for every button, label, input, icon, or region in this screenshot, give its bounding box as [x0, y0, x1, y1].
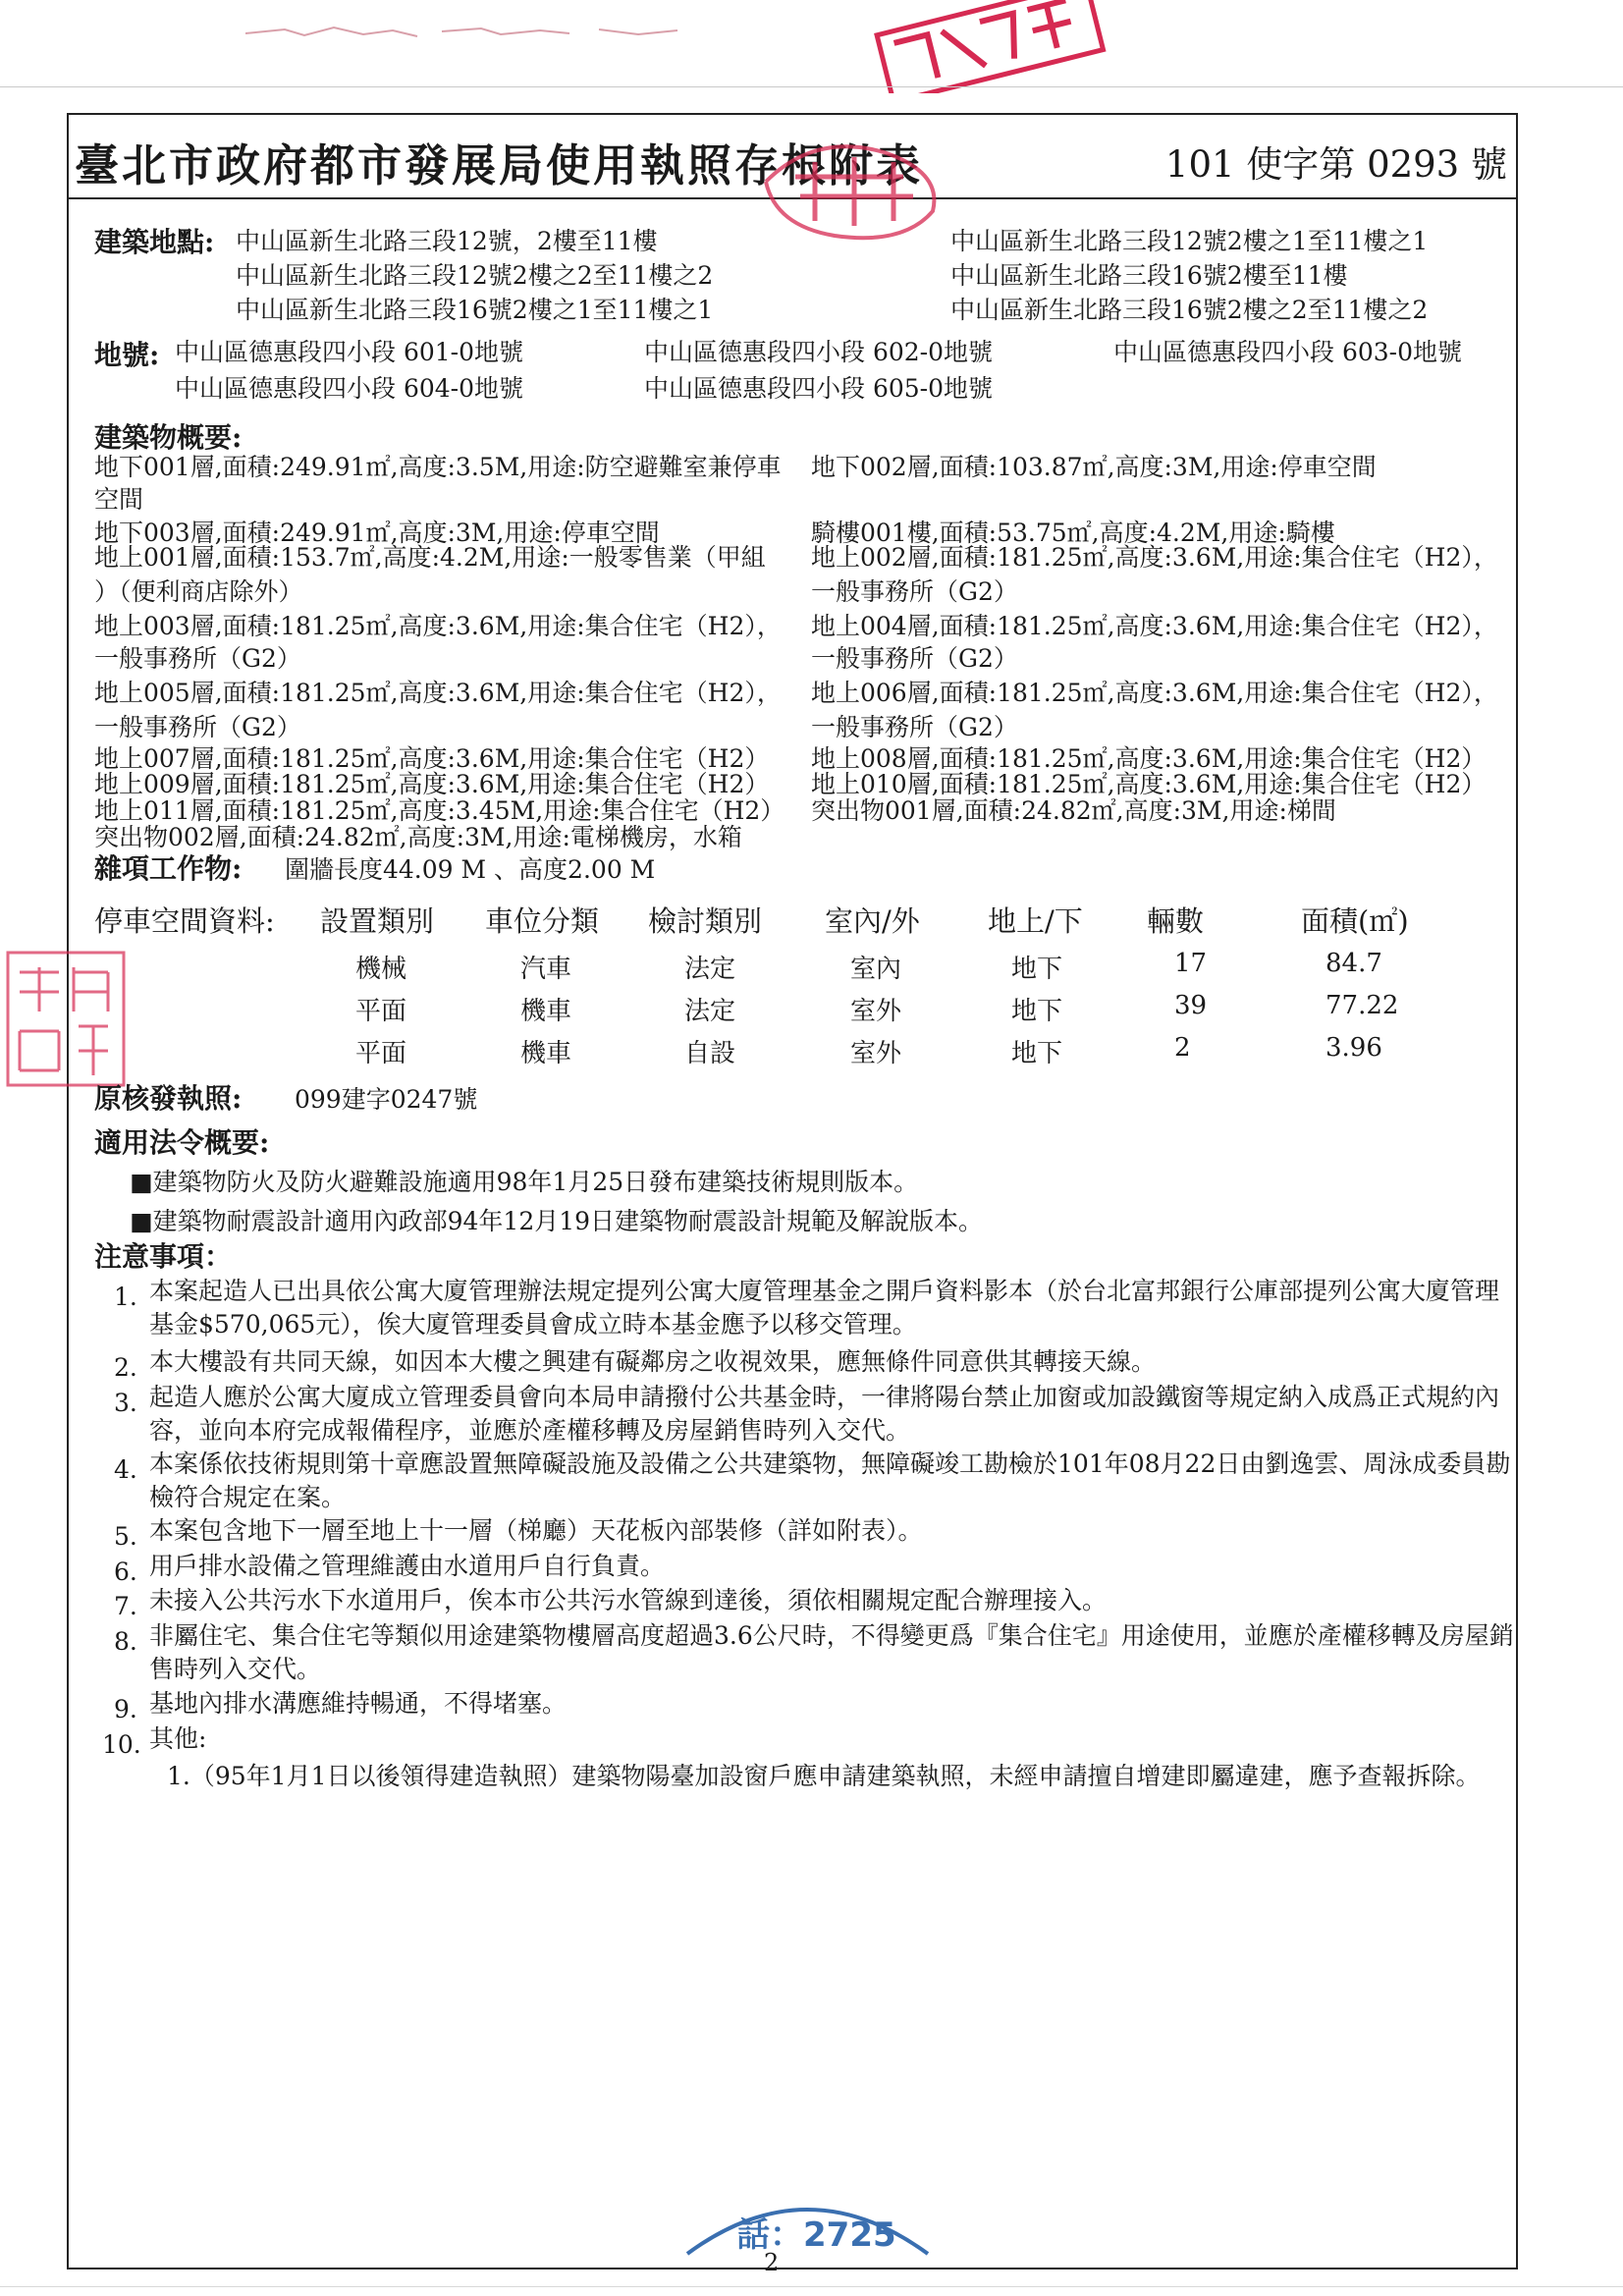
note-number: 9. [114, 1695, 137, 1723]
parking-cell: 17 [1174, 949, 1208, 978]
parking-cell: 室外 [850, 997, 902, 1026]
red-seal-stamp-left [0, 943, 133, 1095]
site-address-2: 中山區新生北路三段12號2樓之1至11樓之1 [950, 227, 1429, 255]
parking-cell: 地下 [1011, 1039, 1063, 1068]
law-item: ■建築物防火及防火避難設施適用98年1月25日發布建築技術規則版本。 [130, 1168, 919, 1196]
page-bottom-rule [0, 2286, 1623, 2287]
red-seal-stamp-title [756, 123, 952, 250]
page-top-rule [0, 86, 1623, 87]
parking-cell: 自設 [684, 1039, 736, 1068]
note-number: 4. [114, 1455, 137, 1484]
note-number: 7. [114, 1592, 137, 1620]
parking-cell: 77.22 [1325, 991, 1399, 1020]
parking-cell: 室內 [850, 955, 902, 984]
parking-cell: 汽車 [520, 955, 572, 984]
original-permit-label: 原核發執照: [94, 1082, 243, 1115]
permit-number: 101 使字第 0293 號 [1164, 143, 1507, 186]
parking-cell: 機車 [520, 1039, 572, 1068]
red-seal-stamp-top [864, 0, 1119, 93]
parking-cell: 法定 [684, 955, 736, 984]
site-address-5: 中山區新生北路三段16號2樓之1至11樓之1 [236, 296, 714, 324]
building-line: 一般事務所（G2） [811, 713, 1018, 741]
notes-label: 注意事項： [94, 1240, 233, 1273]
parking-header: 設置類別 [320, 904, 435, 938]
parking-cell: 平面 [355, 997, 407, 1026]
parking-cell: 地下 [1011, 997, 1063, 1026]
parking-header: 地上/下 [988, 904, 1083, 938]
lot-item-4: 中山區德惠段四小段 604-0地號 [175, 374, 524, 403]
note-text: 基地內排水溝應維持暢通，不得堵塞。 [149, 1689, 568, 1718]
note-number: 2. [114, 1353, 137, 1382]
note-sub-item: 1.（95年1月1日以後領得建造執照）建築物陽臺加設窗戶應申請建築執照，未經申請擅自增建即屬違建，應予查報拆除。 [167, 1762, 1481, 1790]
misc-works-label: 雜項工作物: [94, 852, 243, 885]
parking-header: 車位分類 [485, 904, 600, 938]
building-line: 突出物002層,面積:24.82㎡,高度:3M,用途:電梯機房，水箱 [94, 823, 742, 851]
parking-cell: 2 [1174, 1033, 1191, 1063]
note-text: 本大樓設有共同天線，如因本大樓之興建有礙鄰房之收視效果，應無條件同意供其轉接天線。 [149, 1347, 1157, 1376]
building-line: 一般事務所（G2） [94, 713, 301, 741]
building-line: 地上001層,面積:153.7㎡,高度:4.2M,用途:一般零售業（甲組 [94, 543, 766, 572]
building-line: 一般事務所（G2） [94, 644, 301, 673]
parking-cell: 84.7 [1325, 949, 1382, 978]
building-line: 一般事務所（G2） [811, 577, 1018, 606]
parking-header: 室內/外 [825, 904, 920, 938]
document-title: 臺北市政府都市發展局使用執照存根附表 [75, 139, 924, 191]
building-label: 建築物概要: [94, 421, 243, 454]
parking-label: 停車空間資料: [94, 904, 275, 938]
parking-cell: 平面 [355, 1039, 407, 1068]
laws-label: 適用法令概要: [94, 1126, 270, 1159]
parking-cell: 3.96 [1325, 1033, 1382, 1063]
building-line: 地上004層,面積:181.25㎡,高度:3.6M,用途:集合住宅（H2）， [811, 612, 1498, 640]
site-address-3: 中山區新生北路三段12號2樓之2至11樓之2 [236, 261, 714, 290]
note-number: 5. [114, 1522, 137, 1551]
note-number: 6. [114, 1558, 137, 1586]
note-text: 非屬住宅、集合住宅等類似用途建築物樓層高度超過3.6公尺時，不得變更爲『集合住宅』用途使用，並應於產權移轉及房屋銷售時列入交代。 [149, 1621, 1514, 1683]
site-label: 建築地點: [94, 226, 215, 258]
note-text: 其他: [149, 1724, 207, 1753]
note-text: 起造人應於公寓大廈成立管理委員會向本局申請撥付公共基金時，一律將陽台禁止加窗或加設鐵窗等規定納入成爲正式規約內容，並向本府完成報備程序，並應於產權移轉及房屋銷售時列入交代。 [149, 1383, 1500, 1445]
parking-cell: 機械 [355, 955, 407, 984]
building-line: 地上003層,面積:181.25㎡,高度:3.6M,用途:集合住宅（H2）， [94, 612, 782, 640]
parking-cell: 室外 [850, 1039, 902, 1068]
note-text: 用戶排水設備之管理維護由水道用戶自行負責。 [149, 1552, 666, 1580]
lot-item-3: 中山區德惠段四小段 603-0地號 [1113, 338, 1463, 366]
building-line: 地下003層,面積:249.91㎡,高度:3M,用途:停車空間 [94, 519, 660, 547]
top-faint-scribble [245, 22, 697, 41]
note-text: 本案包含地下一層至地上十一層（梯廳）天花板內部裝修（詳如附表）。 [149, 1516, 923, 1545]
building-line: 騎樓001樓,面積:53.75㎡,高度:4.2M,用途:騎樓 [811, 519, 1335, 547]
site-address-1: 中山區新生北路三段12號，2樓至11樓 [236, 227, 658, 255]
lot-item-5: 中山區德惠段四小段 605-0地號 [644, 374, 994, 403]
building-line: 地上002層,面積:181.25㎡,高度:3.6M,用途:集合住宅（H2）， [811, 543, 1498, 572]
building-line: 地上011層,面積:181.25㎡,高度:3.45M,用途:集合住宅（H2） [94, 796, 785, 825]
lot-item-2: 中山區德惠段四小段 602-0地號 [644, 338, 994, 366]
building-line: ）（便利商店除外） [94, 577, 303, 606]
site-address-6: 中山區新生北路三段16號2樓之2至11樓之2 [950, 296, 1429, 324]
parking-header: 面積(㎡) [1301, 904, 1409, 938]
blue-phone-stamp [677, 2185, 938, 2278]
law-item: ■建築物耐震設計適用內政部94年12月19日建築物耐震設計規範及解說版本。 [130, 1207, 984, 1235]
note-number: 8. [114, 1627, 137, 1656]
parking-cell: 39 [1174, 991, 1208, 1020]
site-address-4: 中山區新生北路三段16號2樓至11樓 [950, 261, 1348, 290]
building-line: 地上009層,面積:181.25㎡,高度:3.6M,用途:集合住宅（H2） [94, 770, 770, 798]
stamp-phone-text: 話：2725 [736, 2215, 896, 2255]
building-line: 地上005層,面積:181.25㎡,高度:3.6M,用途:集合住宅（H2）， [94, 679, 782, 707]
building-line: 地上007層,面積:181.25㎡,高度:3.6M,用途:集合住宅（H2） [94, 744, 770, 773]
parking-header: 輛數 [1147, 904, 1205, 938]
misc-works-value: 圍牆長度44.09 M 、高度2.00 M [285, 855, 656, 884]
building-line: 一般事務所（G2） [811, 644, 1018, 673]
building-line: 突出物001層,面積:24.82㎡,高度:3M,用途:梯間 [811, 796, 1336, 825]
building-line: 地上006層,面積:181.25㎡,高度:3.6M,用途:集合住宅（H2）， [811, 679, 1498, 707]
lot-label: 地號: [94, 339, 160, 371]
building-line: 地下002層,面積:103.87㎡,高度:3M,用途:停車空間 [811, 453, 1377, 481]
lot-item-1: 中山區德惠段四小段 601-0地號 [175, 338, 524, 366]
parking-cell: 地下 [1011, 955, 1063, 984]
parking-cell: 機車 [520, 997, 572, 1026]
building-line: 地上010層,面積:181.25㎡,高度:3.6M,用途:集合住宅（H2） [811, 770, 1487, 798]
note-text: 未接入公共污水下水道用戶，俟本市公共污水管線到達後，須依相關規定配合辦理接入。 [149, 1586, 1108, 1614]
building-line: 空間 [94, 485, 144, 514]
building-line: 地上008層,面積:181.25㎡,高度:3.6M,用途:集合住宅（H2） [811, 744, 1487, 773]
note-number: 1. [114, 1283, 137, 1311]
parking-cell: 法定 [684, 997, 736, 1026]
note-number: 10. [102, 1730, 141, 1759]
building-line: 地下001層,面積:249.91㎡,高度:3.5M,用途:防空避難室兼停車 [94, 453, 782, 481]
note-text: 本案起造人已出具依公寓大廈管理辦法規定提列公寓大廈管理基金之開戶資料影本（於台北富邦銀行公庫部提列公寓大廈管理基金$570,065元），俟大廈管理委員會成立時本基金應予以移交管理。 [149, 1277, 1500, 1339]
note-text: 本案係依技術規則第十章應設置無障礙設施及設備之公共建築物，無障礙竣工勘檢於101年08月22日由劉逸雲、周泳成委員勘檢符合規定在案。 [149, 1449, 1511, 1511]
note-number: 3. [114, 1389, 137, 1417]
original-permit-value: 099建字0247號 [295, 1085, 478, 1114]
parking-header: 檢討類別 [648, 904, 763, 938]
page-number: 2 [764, 2249, 780, 2276]
